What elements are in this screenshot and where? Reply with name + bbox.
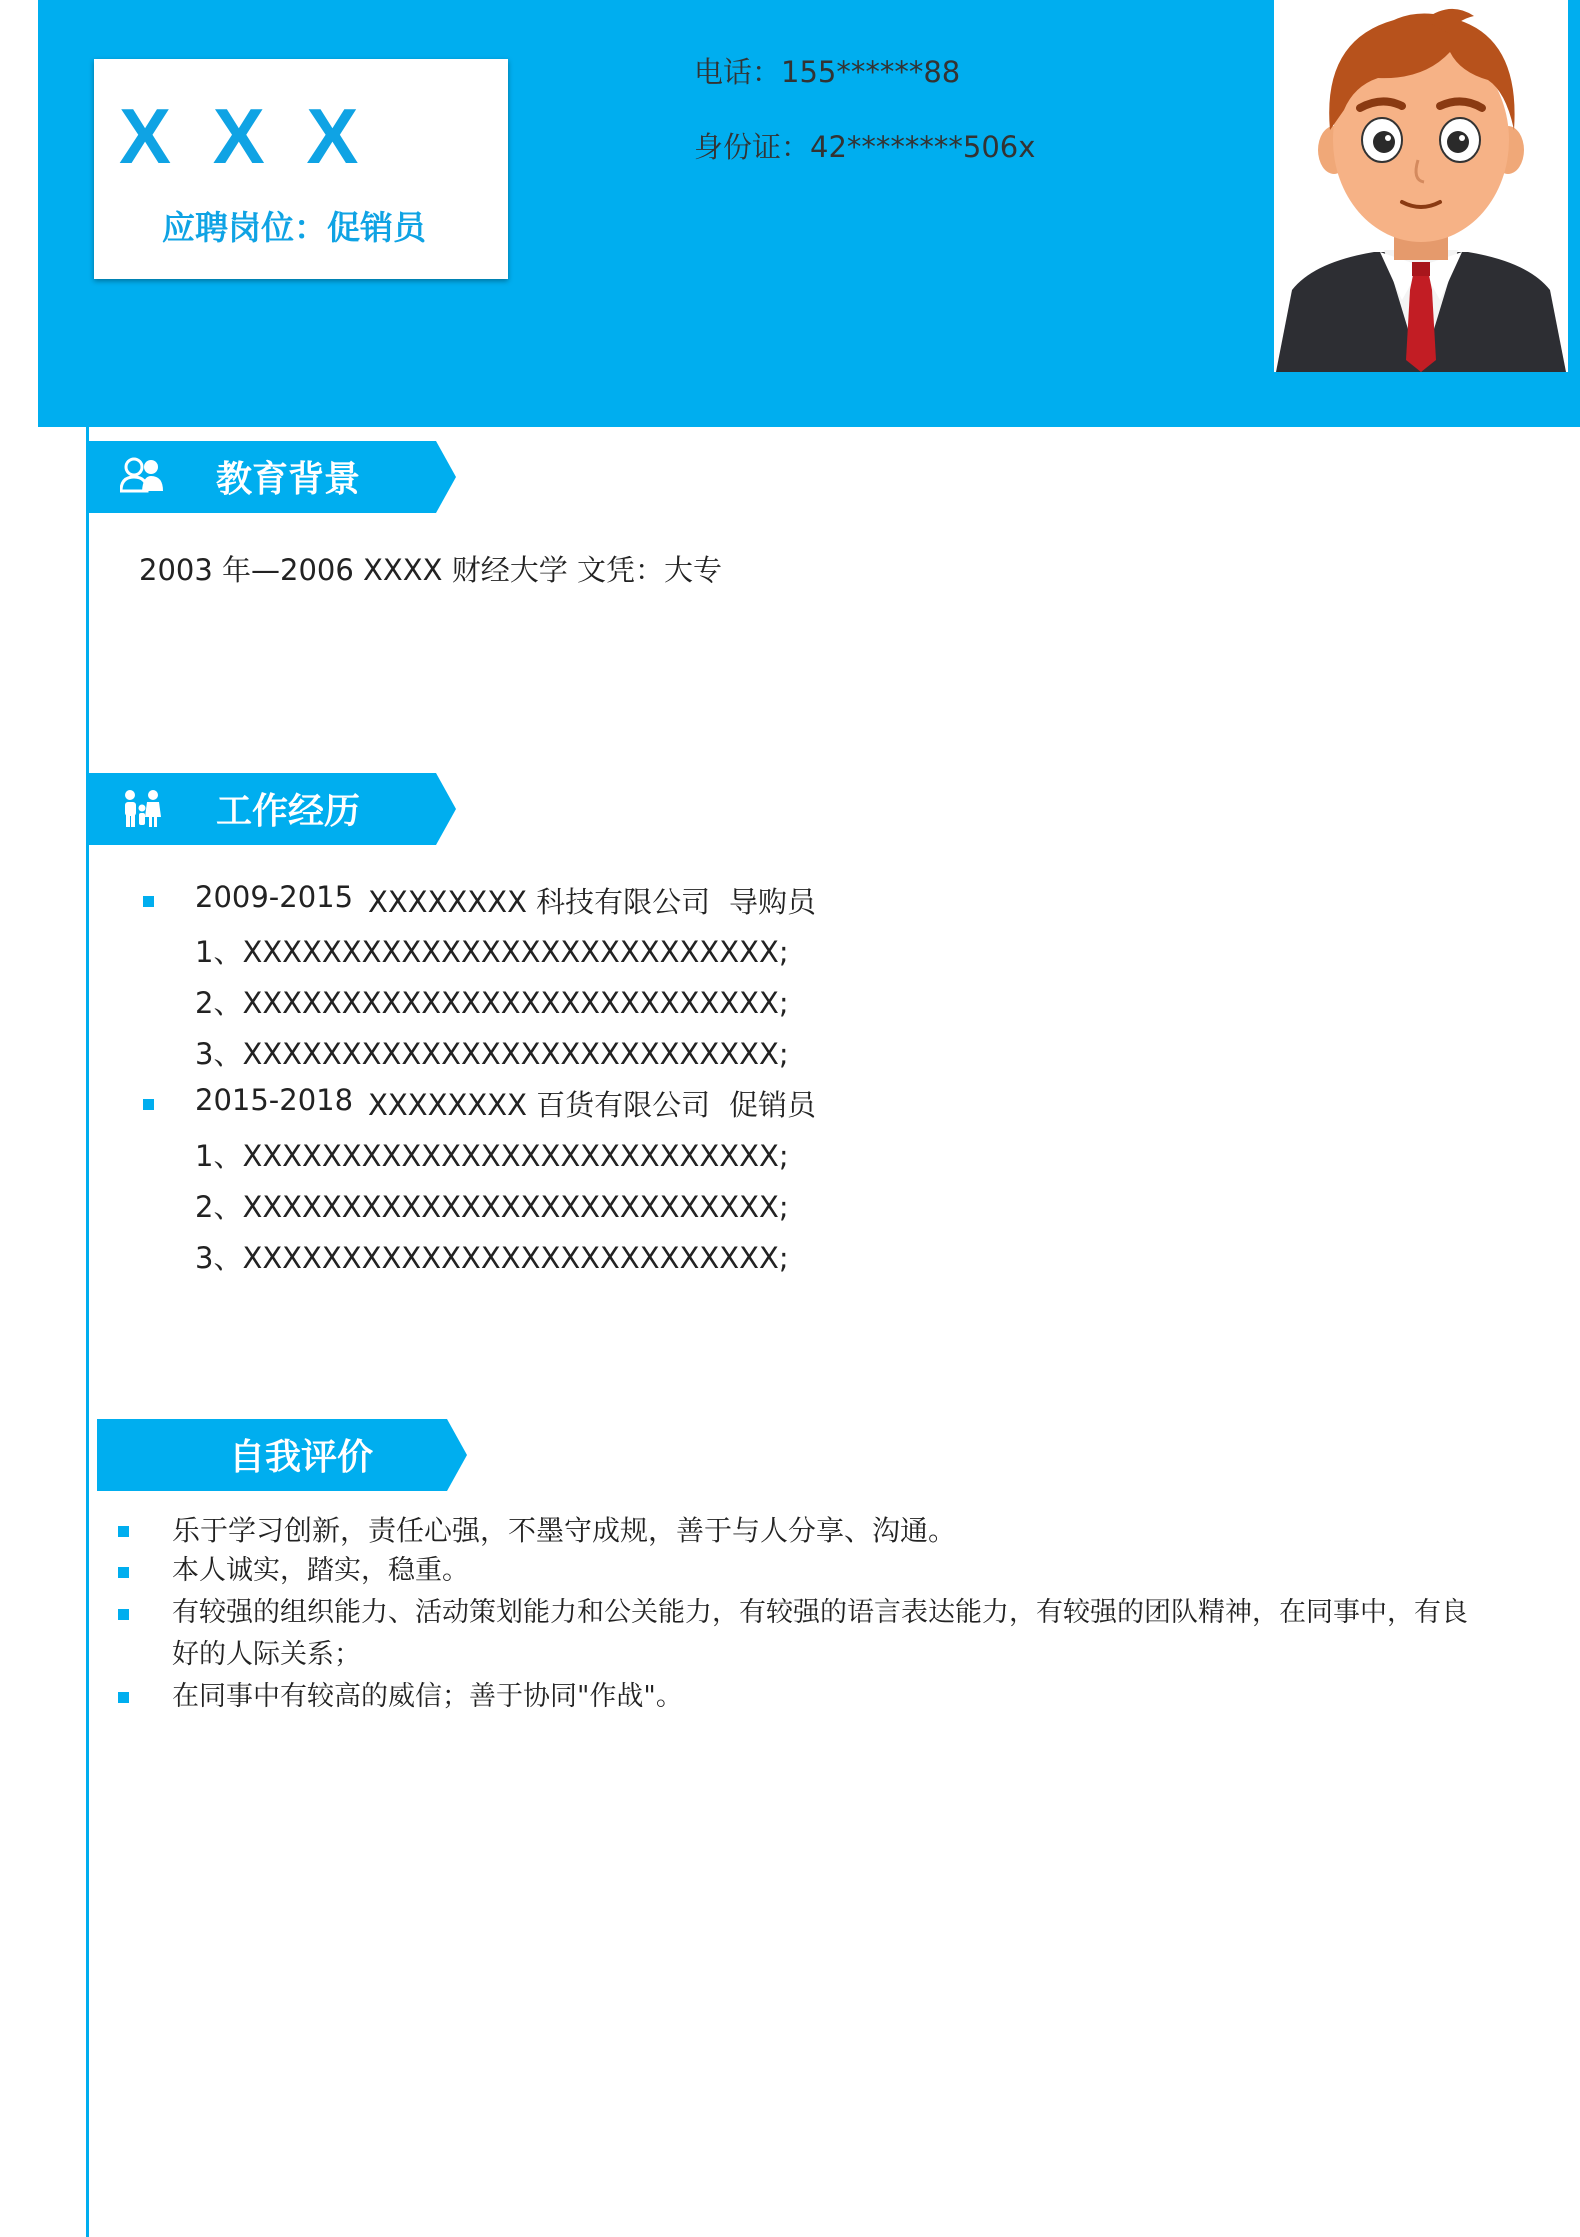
left-timeline-line [86,427,89,2237]
work-title: 工作经历 [216,791,361,832]
education-entry: 2003 年—2006 XXXX 财经大学 文凭：大专 [139,553,722,587]
self-evaluation-item: 有较强的组织能力、活动策划能力和公关能力，有较强的语言表达能力，有较强的团队精神，在同事中，有良好的人际关系； [172,1597,1468,1670]
bullet-marker [118,1567,129,1578]
job-role: 导购员 [729,885,817,919]
name-card [94,59,508,279]
bullet-marker [118,1609,129,1620]
self-evaluation-title: 自我评价 [229,1437,374,1478]
job-duty: 1、XXXXXXXXXXXXXXXXXXXXXXXXXXX; [195,1139,789,1173]
job-duty: 3、XXXXXXXXXXXXXXXXXXXXXXXXXXX; [195,1241,789,1275]
bullet-marker [118,1692,129,1703]
businessman-avatar-icon [1274,0,1568,372]
people-icon [120,455,164,495]
job-duty: 2、XXXXXXXXXXXXXXXXXXXXXXXXXXX; [195,1190,789,1224]
education-title: 教育背景 [216,459,361,500]
job-company: XXXXXXXX 百货有限公司 [368,1088,711,1122]
bullet-marker [143,896,154,907]
id-card-text: 身份证：42********506x [694,130,1036,164]
work-section-header [86,773,458,845]
job-years: 2009-2015 [195,880,354,914]
job-years: 2015-2018 [195,1083,354,1117]
self-evaluation-section-header [97,1419,469,1491]
education-section-header [86,441,458,513]
self-evaluation-item: 在同事中有较高的威信；善于协同"作战"。 [172,1681,683,1712]
job-duty: 1、XXXXXXXXXXXXXXXXXXXXXXXXXXX; [195,935,789,969]
job-company: XXXXXXXX 科技有限公司 [368,885,711,919]
job-role: 促销员 [729,1088,817,1122]
profile-photo [1274,0,1568,372]
self-evaluation-item: 乐于学习创新，责任心强，不墨守成规，善于与人分享、沟通。 [172,1514,957,1547]
applied-position: 应聘岗位：促销员 [162,208,426,247]
family-icon [122,789,162,829]
phone-text: 电话：155******88 [694,55,961,89]
self-evaluation-item: 本人诚实，踏实，稳重。 [172,1555,469,1586]
job-duty: 2、XXXXXXXXXXXXXXXXXXXXXXXXXXX; [195,986,789,1020]
candidate-name: X X X [119,92,369,180]
bullet-marker [118,1526,129,1537]
bullet-marker [143,1099,154,1110]
job-duty: 3、XXXXXXXXXXXXXXXXXXXXXXXXXXX; [195,1037,789,1071]
